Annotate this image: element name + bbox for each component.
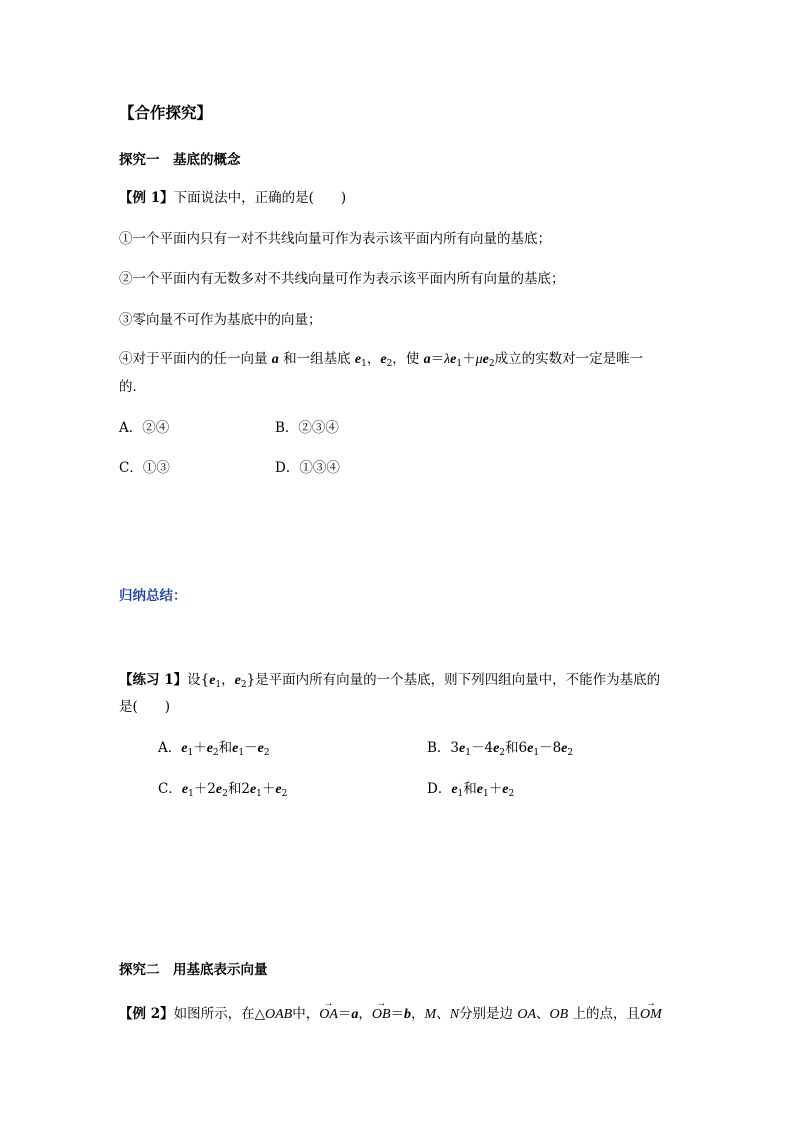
vector-e: e [561, 741, 568, 756]
coefficient: 4 [484, 740, 494, 756]
vector-e: e [502, 782, 509, 797]
ex2-text: 中， [292, 1006, 320, 1022]
subscript: 2 [386, 359, 393, 369]
p1-text: ， [221, 672, 235, 688]
side-ob: OB [549, 1007, 569, 1022]
vector-e: e [206, 741, 213, 756]
subscript: 1 [188, 789, 194, 799]
ex2-text: ， [358, 1006, 372, 1022]
vector-e: e [249, 782, 257, 797]
coefficient: 2 [207, 781, 216, 797]
inquiry2-title: 探究二 用基底表示向量 [119, 962, 268, 978]
point-n: N [449, 1007, 460, 1022]
vector-e: e [275, 782, 282, 797]
subscript: 2 [508, 789, 515, 799]
vector-a: a [271, 352, 279, 367]
subscript: 2 [281, 789, 288, 799]
subscript: 2 [240, 680, 247, 690]
and-word: 和 [505, 740, 519, 756]
side-oa: OA [517, 1007, 537, 1022]
vector-e: e [215, 782, 223, 797]
vector-a: a [351, 1007, 359, 1022]
vector-oa: → OA [319, 1007, 338, 1023]
vector-e: e [354, 352, 362, 367]
plus-sign: ＋ [193, 740, 207, 756]
minus-sign: － [244, 740, 258, 756]
vector-ob: → OB [372, 1007, 391, 1023]
s4-text: 和一组基底 [278, 351, 355, 367]
vector-e: e [380, 352, 387, 367]
ex2-text: 、 [536, 1006, 550, 1022]
equals-sign: ＝ [337, 1006, 352, 1022]
p1-text: }是平面内所有向量的一个基底，则下列四组向量中，不能作为基底的 [246, 672, 661, 688]
plus-sign: ＋ [261, 781, 276, 797]
example1-text: 下面说法中，正确的是( ) [173, 190, 347, 206]
minus-sign: － [470, 740, 485, 756]
option-label: D． [427, 781, 452, 797]
option-d: D．①③④ [275, 460, 340, 476]
coefficient: 3 [450, 740, 460, 756]
and-word: 和 [218, 740, 233, 756]
subscript: 2 [567, 748, 574, 758]
option-c: C．①③ [119, 460, 170, 476]
vector-e: e [181, 782, 189, 797]
vector-e: e [451, 782, 458, 797]
ex2-text: 如图所示，在△ [173, 1006, 265, 1022]
subscript: 1 [361, 359, 367, 369]
p1-text: 设{ [187, 672, 210, 688]
subscript: 1 [238, 748, 245, 758]
vector-e: e [476, 782, 483, 797]
subscript: 1 [456, 359, 463, 369]
practice1-question [119, 668, 660, 689]
equals-sign: ＝ [390, 1006, 405, 1022]
example2-question [119, 1002, 662, 1023]
option-b: B．②③④ [275, 420, 339, 436]
s4-text: ，使 [392, 351, 424, 367]
practice-option-a [158, 736, 270, 757]
practice-option-b [427, 736, 573, 757]
example1-tag: 【例 1】 [119, 190, 174, 206]
s4-text: ， [366, 351, 381, 367]
vector-e: e [527, 741, 534, 756]
vector-e: e [181, 741, 188, 756]
coefficient: 6 [518, 740, 528, 756]
subscript: 2 [222, 789, 228, 799]
vector-b: b [404, 1007, 412, 1022]
vector-e: e [209, 673, 216, 688]
example1-question [119, 186, 346, 206]
subscript: 2 [488, 359, 495, 369]
plus-sign: ＋ [488, 781, 503, 797]
option-label: B． [427, 740, 451, 756]
subscript: 1 [533, 748, 540, 758]
coefficient: 8 [552, 740, 562, 756]
summary-label: 归纳总结： [119, 588, 187, 604]
ex2-text: 、 [436, 1006, 450, 1022]
ex2-text: ， [411, 1006, 425, 1022]
s4-text: 成立的实数对一定是唯一 [494, 351, 644, 367]
minus-sign: － [539, 740, 553, 756]
ex2-text: 分别是边 [459, 1006, 518, 1022]
practice1-line2: 是( ) [119, 699, 171, 715]
plus-sign: ＋ [462, 351, 476, 367]
point-m: M [424, 1007, 437, 1022]
vector-e: e [234, 673, 241, 688]
subscript: 1 [256, 789, 262, 799]
equals-sign: ＝ [430, 351, 445, 367]
s4-text: ④对于平面内的任一向量 [119, 351, 272, 367]
vector-a: a [423, 352, 431, 367]
option-label: A． [158, 740, 182, 756]
vector-e: e [232, 741, 239, 756]
subscript: 1 [187, 748, 194, 758]
subscript: 2 [499, 748, 506, 758]
subscript: 1 [483, 789, 489, 799]
lambda: λ [444, 352, 451, 367]
section-title: 【合作探究】 [119, 104, 213, 122]
statement-4 [119, 347, 643, 368]
subscript: 1 [465, 748, 471, 758]
coefficient: 2 [241, 781, 250, 797]
mu: μ [475, 352, 483, 367]
and-word: 和 [227, 781, 242, 797]
triangle-name: OAB [264, 1007, 293, 1022]
vector-e: e [257, 741, 264, 756]
statement-4-line2: 的． [119, 379, 146, 395]
plus-sign: ＋ [193, 781, 208, 797]
subscript: 2 [263, 748, 270, 758]
inquiry1-title: 探究一 基底的概念 [119, 152, 241, 168]
vector-e: e [482, 352, 489, 367]
and-word: 和 [463, 781, 477, 797]
example2-tag: 【例 2】 [119, 1006, 174, 1022]
vector-e: e [493, 741, 500, 756]
ex2-text: 上的点，且 [568, 1006, 640, 1022]
vector-om: → OM [640, 1007, 662, 1023]
subscript: 1 [457, 789, 464, 799]
option-label: C． [158, 781, 182, 797]
vector-e: e [459, 741, 466, 756]
statement-3: ③零向量不可作为基底中的向量； [119, 312, 322, 328]
statement-2: ②一个平面内有无数多对不共线向量可作为表示该平面内所有向量的基底； [119, 271, 565, 287]
practice1-tag: 【练习 1】 [119, 672, 188, 688]
vector-e: e [450, 352, 457, 367]
statement-1: ①一个平面内只有一对不共线向量可作为表示该平面内所有向量的基底； [119, 231, 551, 247]
subscript: 1 [215, 680, 222, 690]
practice-option-d [427, 777, 514, 798]
practice-option-c [158, 777, 287, 798]
option-a: A．②④ [119, 420, 170, 436]
subscript: 2 [212, 748, 219, 758]
